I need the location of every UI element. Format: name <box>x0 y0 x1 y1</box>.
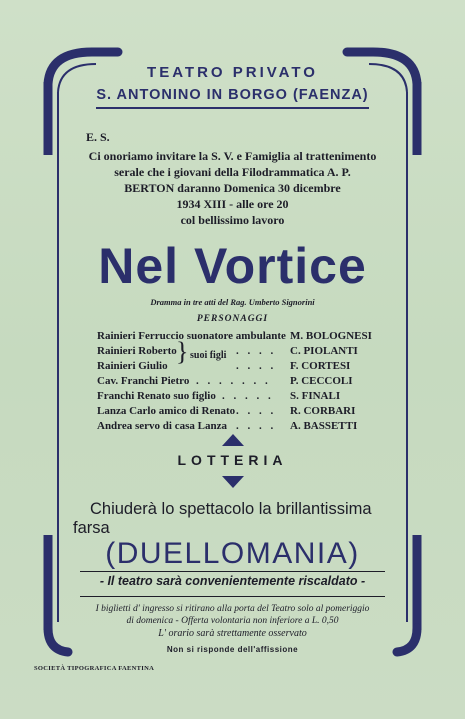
lottery-heading: LOTTERIA <box>177 452 288 468</box>
cast-heading: PERSONAGGI <box>196 314 269 324</box>
theater-location: S. ANTONINO IN BORGO (FAENZA) <box>96 87 369 103</box>
brace-icon: } <box>176 337 189 366</box>
play-subtitle: Dramma in tre atti del Rag. Umberto Signorini <box>150 297 315 307</box>
cast-actor: P. CECCOLI <box>290 375 353 387</box>
cast-actor: A. BASSETTI <box>290 420 358 432</box>
salutation: E. S. <box>86 130 110 144</box>
cast-leader-dots: . . . . <box>236 420 277 432</box>
ticket-info-line: di domenica - Offerta volontaria non inferiore a L. 0,50 <box>126 616 339 626</box>
cast-actor: S. FINALI <box>290 390 341 402</box>
invitation-line: Ci onoriamo invitare la S. V. e Famiglia al trattenimento <box>88 149 377 163</box>
cast-actor: F. CORTESI <box>290 360 351 372</box>
cast-actor: M. BOLOGNESI <box>290 330 372 342</box>
cast-leader-dots: . . . . . <box>222 390 274 402</box>
triangle-up-icon <box>222 434 244 446</box>
divider <box>80 596 385 597</box>
cast-leader-dots: . . . . <box>236 345 277 357</box>
cast-role: Franchi Renato suo figlio <box>97 390 216 402</box>
divider <box>80 571 385 572</box>
heating-note: - Il teatro sarà convenientemente riscaldato - <box>99 574 366 588</box>
farce-label: farsa <box>73 519 110 537</box>
invitation-line: col bellissimo lavoro <box>180 213 285 227</box>
theater-name: TEATRO PRIVATO <box>147 64 318 81</box>
printer-credit: SOCIETÀ TIPOGRAFICA FAENTINA <box>34 665 155 672</box>
invitation-line: BERTON daranno Domenica 30 dicembre <box>124 181 341 195</box>
disclaimer: Non si risponde dell'affissione <box>166 645 299 654</box>
ticket-info-line: I biglietti d' ingresso si ritirano alla porta del Teatro solo al pomeriggio <box>95 604 370 614</box>
cast-leader-dots: . . . . <box>236 360 277 372</box>
invitation-line: serale che i giovani della Filodrammatica A. P. <box>114 165 351 179</box>
cast-role: Cav. Franchi Pietro <box>97 375 190 387</box>
sons-note: suoi figli <box>190 350 227 361</box>
cast-role: Andrea servo di casa Lanza <box>97 420 227 432</box>
cast-leader-dots: . . . . . . . <box>196 375 271 387</box>
cast-actor: C. PIOLANTI <box>290 345 358 357</box>
ticket-info-line: L' orario sarà strettamente osservato <box>158 628 307 639</box>
triangle-down-icon <box>222 476 244 488</box>
cast-role: Lanza Carlo amico di Renato <box>97 405 236 417</box>
play-title: Nel Vortice <box>98 238 367 294</box>
invitation-line: 1934 XIII - alle ore 20 <box>176 197 289 211</box>
cast-role: Rainieri Ferruccio suonatore ambulante <box>97 330 286 342</box>
farce-intro: Chiuderà lo spettacolo la brillantissima <box>90 500 372 518</box>
cast-leader-dots: . . . . <box>236 405 277 417</box>
cast-actor: R. CORBARI <box>290 405 356 417</box>
cast-role: Rainieri Giulio <box>97 360 168 372</box>
farce-title: (DUELLOMANIA) <box>105 537 360 570</box>
cast-role: Rainieri Roberto <box>97 345 177 357</box>
